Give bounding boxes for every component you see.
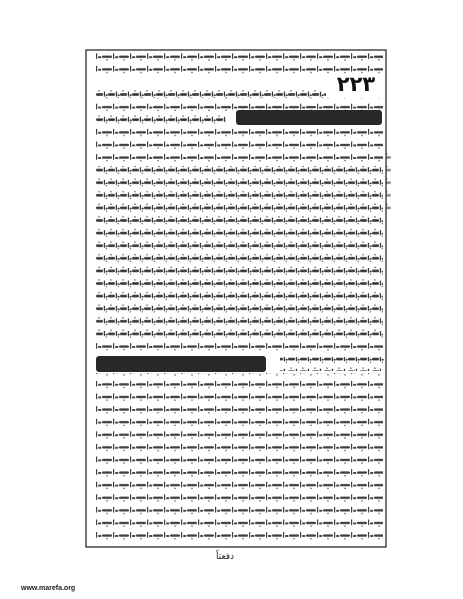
page-number: ٢٢٣ xyxy=(336,72,376,96)
catchword: دفعتاً xyxy=(215,552,235,562)
source-url: www.marefa.org xyxy=(21,585,76,592)
